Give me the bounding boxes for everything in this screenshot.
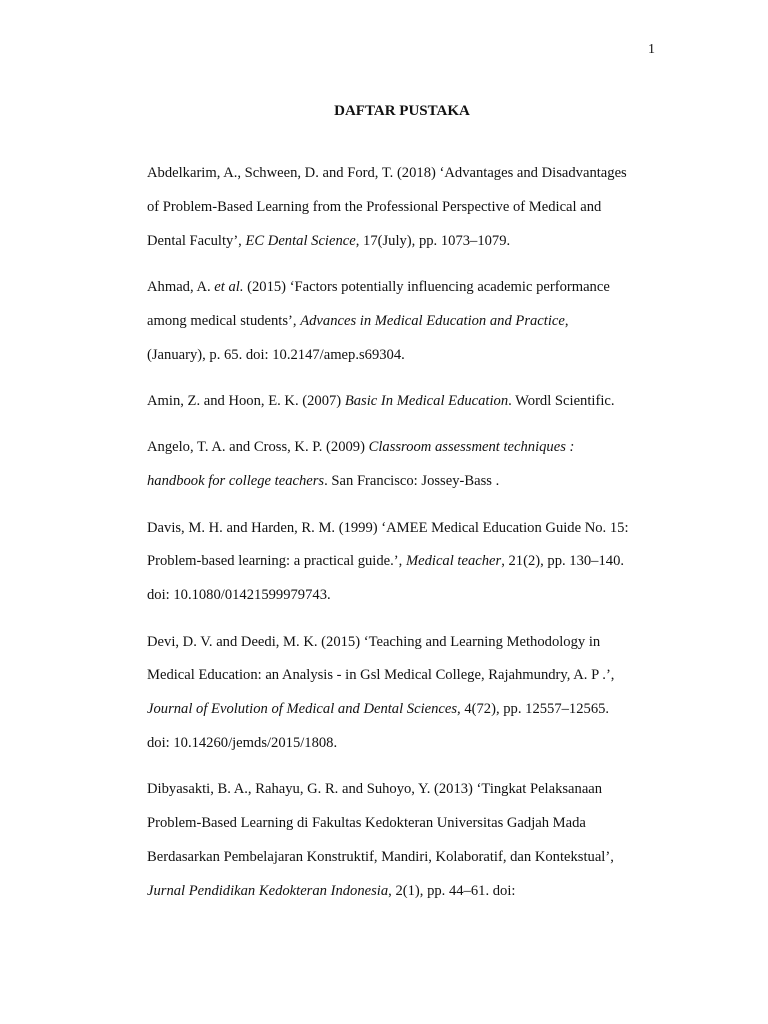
reference-doi: doi: 10.1080/01421599979743. [147, 587, 331, 604]
reference-source: Basic In Medical Education [344, 392, 509, 409]
reference-text: , 4(72), pp. 12557–12565. [457, 701, 610, 718]
reference-line [147, 812, 662, 846]
reference-text: among medical students’, [147, 312, 301, 329]
reference-text: Angelo, T. A. and Cross, K. P. (2009) [147, 439, 369, 456]
reference-line [147, 778, 662, 812]
reference-line [147, 390, 662, 424]
reference-line [147, 470, 662, 504]
reference-text: (2015) ‘Factors potentially influencing academic performance [243, 278, 610, 295]
reference-line [147, 846, 662, 880]
reference-entry [147, 517, 662, 618]
reference-source: Medical teacher [405, 553, 502, 570]
reference-entry [147, 778, 662, 913]
reference-entry [147, 436, 662, 504]
reference-line [147, 880, 662, 914]
reference-source: EC Dental Science [245, 232, 356, 249]
reference-text: , 2(1), pp. 44–61. doi: [388, 882, 516, 899]
reference-text: (January), p. 65. doi: 10.2147/amep.s69304. [147, 346, 405, 363]
reference-line [147, 196, 662, 230]
reference-text: . San Francisco: Jossey-Bass . [324, 473, 500, 490]
reference-etal: et al. [214, 278, 244, 295]
reference-line [147, 664, 662, 698]
reference-text: Devi, D. V. and Deedi, M. K. (2015) ‘Teaching and Learning Methodology in [147, 633, 601, 650]
reference-source: Journal of Evolution of Medical and Dental Sciences [147, 701, 458, 718]
reference-line [147, 732, 662, 766]
reference-text: Medical Education: an Analysis - in Gsl Medical College, Rajahmundry, A. P .’, [147, 667, 615, 684]
reference-text: Abdelkarim, A., Schween, D. and Ford, T. (2018) ‘Advantages and Disadvantages [147, 165, 627, 181]
reference-line [147, 276, 662, 310]
reference-text: Dibyasakti, B. A., Rahayu, G. R. and Suhoyo, Y. (2013) ‘Tingkat Pelaksanaan [147, 781, 603, 798]
reference-line [147, 631, 662, 665]
page-number: 1 [648, 42, 655, 57]
reference-source: Classroom assessment techniques : [368, 439, 575, 456]
reference-text: Dental Faculty’, [147, 232, 246, 249]
reference-doi: doi: 10.14260/jemds/2015/1808. [147, 734, 338, 751]
reference-text: Problem-based learning: a practical guide.’, [147, 553, 406, 570]
reference-line [147, 162, 662, 196]
reference-source: handbook for college teachers [147, 473, 325, 490]
reference-text: Ahmad, A. [147, 278, 215, 295]
reference-text: Problem-Based Learning di Fakultas Kedokteran Universitas Gadjah Mada [147, 815, 586, 832]
reference-text: , 17(July), pp. 1073–1079. [355, 232, 511, 249]
page-title: DAFTAR PUSTAKA [334, 103, 470, 119]
reference-line [147, 230, 662, 264]
reference-list [147, 162, 662, 926]
reference-text: Amin, Z. and Hoon, E. K. (2007) [147, 392, 345, 409]
reference-text: , [564, 312, 569, 329]
reference-text: . Wordl Scientific. [508, 392, 615, 409]
reference-line [147, 550, 662, 584]
reference-entry [147, 390, 662, 424]
reference-source: Jurnal Pendidikan Kedokteran Indonesia [147, 882, 389, 899]
reference-text: Berdasarkan Pembelajaran Konstruktif, Mandiri, Kolaboratif, dan Kontekstual’, [147, 848, 614, 865]
reference-line [147, 310, 662, 344]
reference-entry [147, 162, 662, 263]
reference-line [147, 517, 662, 551]
reference-line [147, 698, 662, 732]
reference-entry [147, 631, 662, 766]
reference-text: Davis, M. H. and Harden, R. M. (1999) ‘AMEE Medical Education Guide No. 15: [147, 519, 629, 536]
reference-text: , 21(2), pp. 130–140. [501, 553, 625, 570]
reference-source: Advances in Medical Education and Practice [300, 312, 565, 329]
reference-entry [147, 276, 662, 377]
reference-line [147, 584, 662, 618]
reference-line [147, 344, 662, 378]
reference-line [147, 436, 662, 470]
reference-text: of Problem-Based Learning from the Professional Perspective of Medical and [147, 198, 602, 215]
